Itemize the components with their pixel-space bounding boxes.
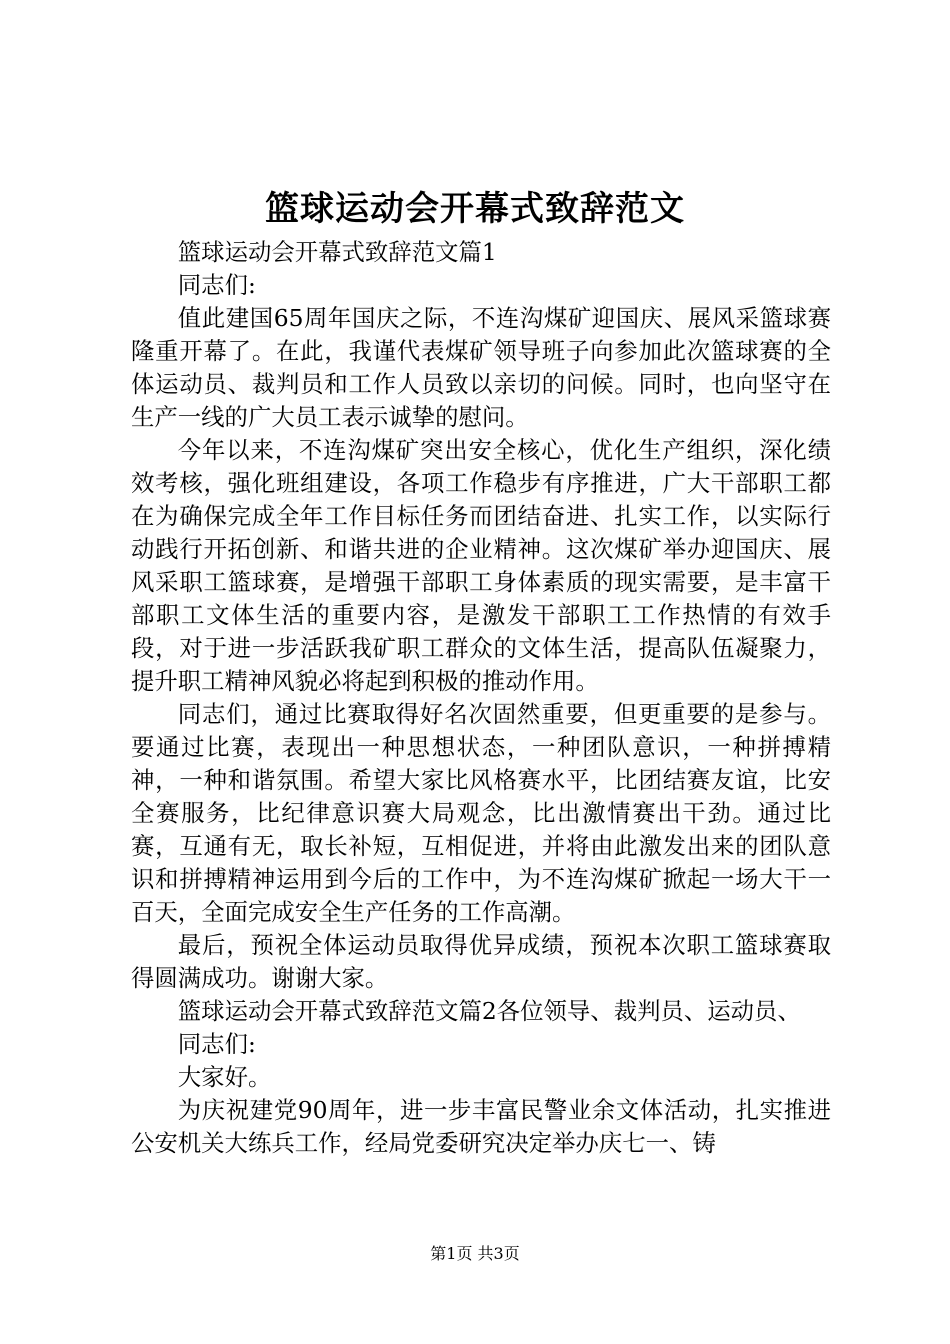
salutation: 同志们:: [177, 1030, 256, 1058]
document-body: [131, 236, 831, 1160]
body-paragraph: 今年以来，不连沟煤矿突出安全核心，优化生产组织，深化绩效考核，强化班组建设，各项工作稳步有序推进，广大干部职工都在为确保完成全年工作目标任务而团结奋进、扎实工作，以实际行动践行开拓创新、和谐共进的企业精神。这次煤矿举办迎国庆、展风采职工篮球赛，是增强干部职工身体素质的现实需要，是丰富干部职工文体生活的重要内容，是激发干部职工工作热情的有效手段，对于进一步活跃我矿职工群众的文体生活，提高队伍凝聚力，提升职工精神风貌必将起到积极的推动作用。: [131, 436, 831, 695]
greeting: 大家好。: [177, 1063, 272, 1091]
page-number-footer: 第1页 共3页: [430, 1244, 520, 1263]
body-paragraph: 值此建国65周年国庆之际，不连沟煤矿迎国庆、展风采篮球赛隆重开幕了。在此，我谨代表煤矿领导班子向参加此次篮球赛的全体运动员、裁判员和工作人员致以亲切的问候。同时，也向坚守在生产一线的广大员工表示诚挚的慰问。: [131, 304, 831, 431]
body-paragraph: 同志们，通过比赛取得好名次固然重要，但更重要的是参与。要通过比赛，表现出一种思想状态，一种团队意识，一种拼搏精神，一种和谐氛围。希望大家比风格赛水平，比团结赛友谊，比安全赛服务，比纪律意识赛大局观念，比出激情赛出干劲。通过比赛，互通有无，取长补短，互相促进，并将由此激发出来的团队意识和拼搏精神运用到今后的工作中，为不连沟煤矿掀起一场大干一百天，全面完成安全生产任务的工作高潮。: [131, 700, 831, 926]
body-paragraph: 最后，预祝全体运动员取得优异成绩，预祝本次职工篮球赛取得圆满成功。谢谢大家。: [131, 931, 831, 992]
salutation: 同志们:: [177, 271, 256, 299]
section-heading-1: 篮球运动会开幕式致辞范文篇1: [177, 238, 497, 266]
document-title: 篮球运动会开幕式致辞范文: [265, 189, 685, 229]
body-paragraph: 为庆祝建党90周年，进一步丰富民警业余文体活动，扎实推进公安机关大练兵工作，经局党委研究决定举办庆七一、铸: [131, 1096, 831, 1157]
section-heading-2: 篮球运动会开幕式致辞范文篇2各位领导、裁判员、运动员、: [177, 997, 801, 1025]
